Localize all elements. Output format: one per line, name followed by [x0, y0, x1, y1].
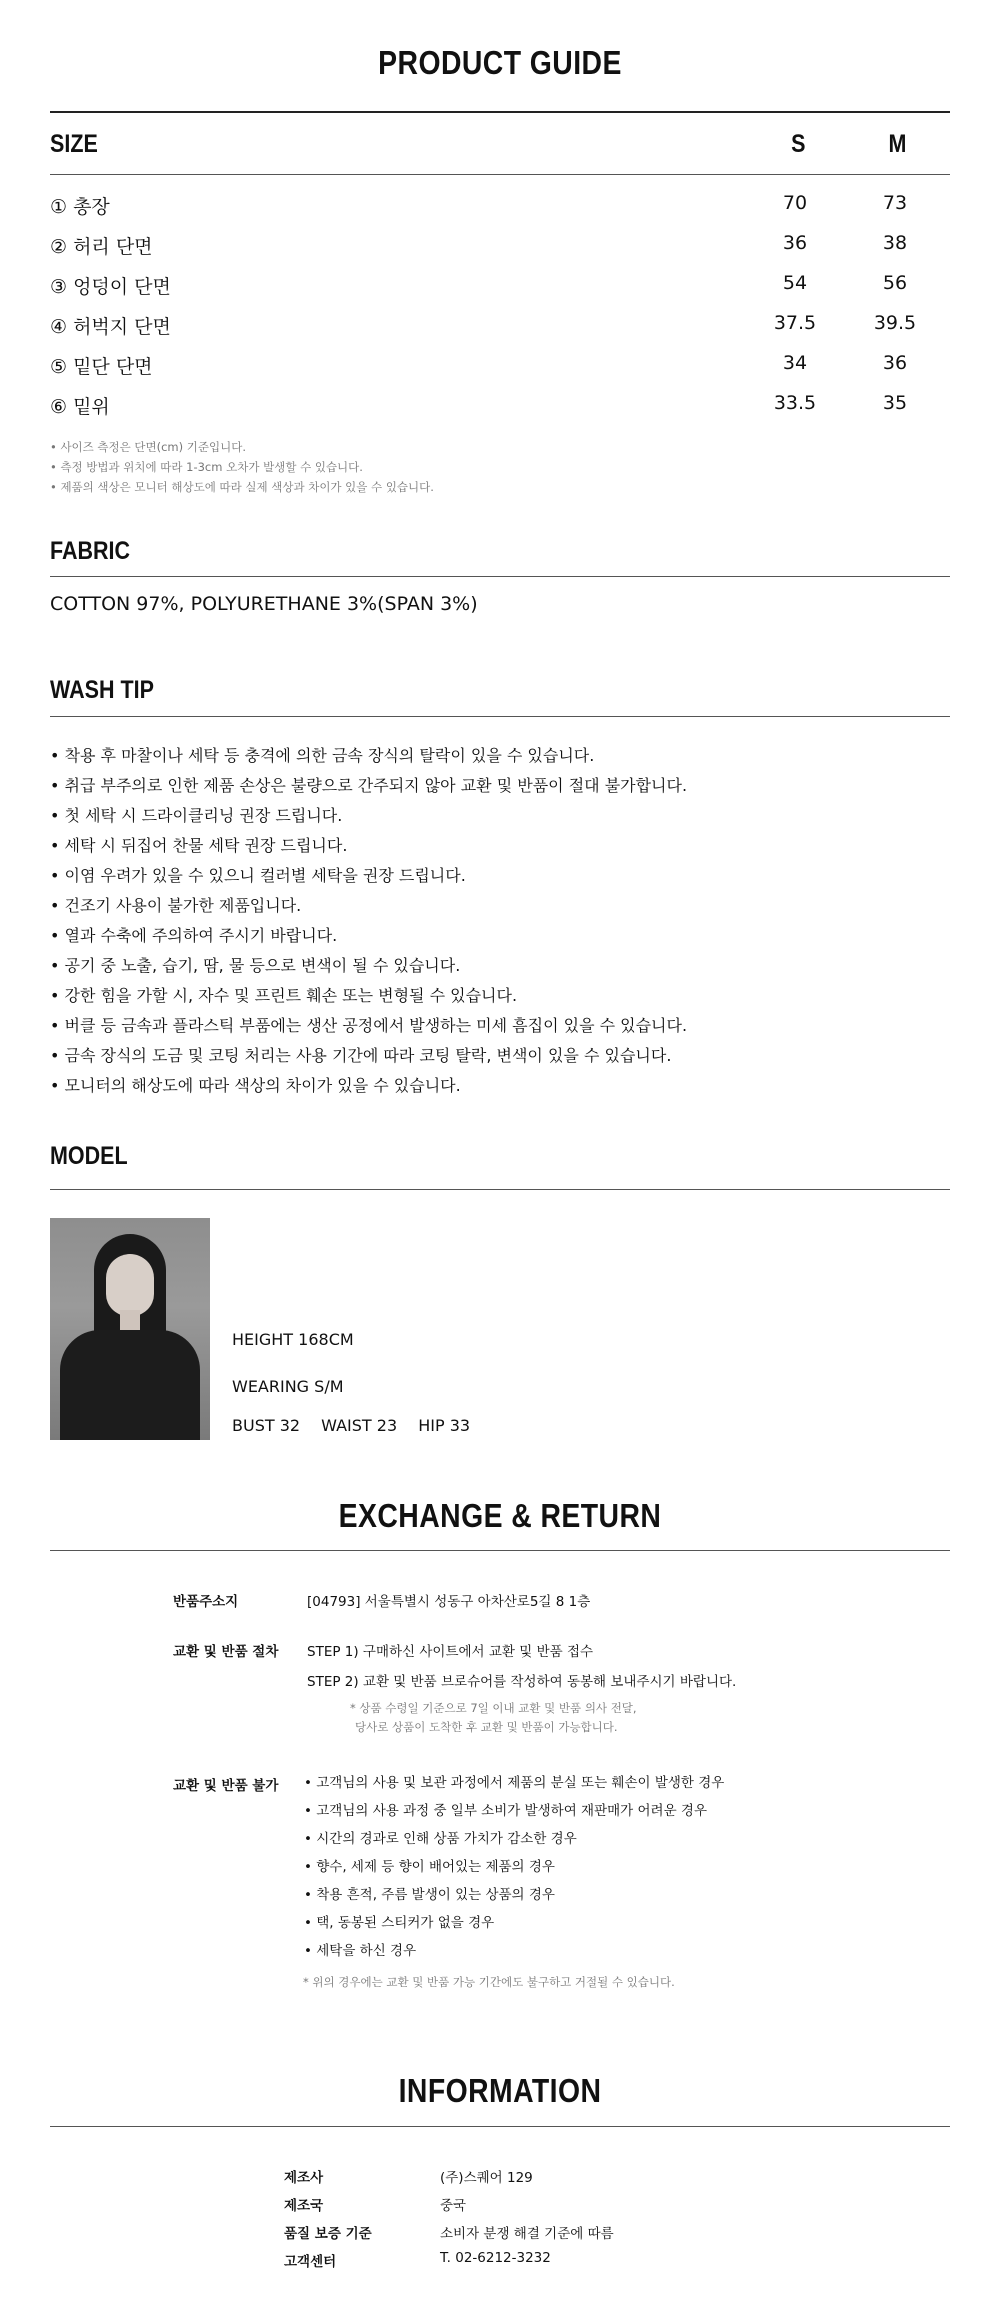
fabric-composition: COTTON 97%, POLYURETHANE 3%(SPAN 3%) — [50, 593, 478, 615]
divider — [50, 111, 950, 113]
info-value: (주)스퀘어 129 — [440, 2170, 533, 2186]
model-measurements — [232, 1416, 486, 1435]
info-value: 중국 — [440, 2198, 467, 2214]
size-row-label: ③ 엉덩이 단면 — [50, 276, 171, 298]
size-row-s: 36 — [782, 232, 808, 254]
size-row — [50, 192, 950, 232]
procedure-note: 당사로 상품이 도착한 후 교환 및 반품이 가능합니다. — [355, 1720, 618, 1734]
size-row — [50, 312, 950, 352]
size-header: SIZE — [50, 130, 98, 158]
size-row-label: ⑤ 밑단 단면 — [50, 356, 153, 378]
size-row — [50, 392, 950, 432]
size-note: • 사이즈 측정은 단면(cm) 기준입니다. — [50, 440, 246, 454]
size-note: • 제품의 색상은 모니터 해상도에 따라 실제 색상과 차이가 있을 수 있습니다. — [50, 480, 434, 494]
procedure-note: * 상품 수령일 기준으로 7일 이내 교환 및 반품 의사 전달, — [350, 1701, 637, 1715]
size-row-m: 36 — [882, 352, 908, 374]
info-value: T. 02-6212-3232 — [440, 2250, 551, 2266]
procedure-step-2: STEP 2) 교환 및 반품 브로슈어를 작성하여 동봉해 보내주시기 바랍니다. — [307, 1674, 737, 1690]
unavailable-list — [304, 1769, 724, 1965]
list-item: • 이염 우려가 있을 수 있으니 컬러별 세탁을 권장 드립니다. — [50, 866, 466, 885]
list-item: • 시간의 경과로 인해 상품 가치가 감소한 경우 — [304, 1831, 577, 1847]
divider — [50, 576, 950, 577]
list-item: • 착용 후 마찰이나 세탁 등 충격에 의한 금속 장식의 탈락이 있을 수 있습니다. — [50, 746, 595, 765]
info-label: 제조사 — [284, 2170, 324, 2186]
size-row — [50, 232, 950, 272]
list-item: • 첫 세탁 시 드라이클리닝 권장 드립니다. — [50, 806, 343, 825]
procedure-label: 교환 및 반품 절차 — [173, 1644, 279, 1660]
list-item: • 모니터의 해상도에 따라 색상의 차이가 있을 수 있습니다. — [50, 1076, 461, 1095]
list-item: • 세탁 시 뒤집어 찬물 세탁 권장 드립니다. — [50, 836, 348, 855]
size-row-s: 33.5 — [773, 392, 817, 414]
divider — [50, 1550, 950, 1551]
list-item: • 버클 등 금속과 플라스틱 부품에는 생산 공정에서 발생하는 미세 흠집이 있을 수 있습니다. — [50, 1016, 688, 1035]
list-item: • 세탁을 하신 경우 — [304, 1943, 417, 1959]
unavailable-label: 교환 및 반품 불가 — [173, 1778, 279, 1794]
size-row — [50, 272, 950, 312]
divider — [50, 2126, 950, 2127]
model-waist: WAIST 23 — [321, 1416, 398, 1435]
product-guide-title: PRODUCT GUIDE — [378, 44, 622, 81]
wash-tip-list — [50, 741, 687, 1101]
size-row-m: 39.5 — [873, 312, 917, 334]
list-item: • 취급 부주의로 인한 제품 손상은 불량으로 간주되지 않아 교환 및 반품이 절대 불가합니다. — [50, 776, 688, 795]
unavailable-note: * 위의 경우에는 교환 및 반품 가능 기간에도 불구하고 거절될 수 있습니다. — [303, 1975, 675, 1989]
model-hip: HIP 33 — [418, 1416, 471, 1435]
list-item: • 택, 동봉된 스티커가 없을 경우 — [304, 1915, 495, 1931]
size-row-label: ④ 허벅지 단면 — [50, 316, 171, 338]
size-row-m: 35 — [882, 392, 908, 414]
divider — [50, 716, 950, 717]
size-row-s: 37.5 — [773, 312, 817, 334]
list-item: • 착용 흔적, 주름 발생이 있는 상품의 경우 — [304, 1887, 555, 1903]
size-row-s: 70 — [782, 192, 808, 214]
list-item: • 금속 장식의 도금 및 코팅 처리는 사용 기간에 따라 코팅 탈락, 변색이 있을 수 있습니다. — [50, 1046, 672, 1065]
size-col-m: M — [888, 130, 907, 158]
return-address-value: [04793] 서울특별시 성동구 아차산로5길 8 1층 — [307, 1594, 591, 1610]
size-row-m: 56 — [882, 272, 908, 294]
list-item: • 열과 수축에 주의하여 주시기 바랍니다. — [50, 926, 338, 945]
model-header: MODEL — [50, 1142, 128, 1170]
info-value: 소비자 분쟁 해결 기준에 따름 — [440, 2226, 614, 2242]
fabric-header: FABRIC — [50, 537, 131, 565]
list-item: • 향수, 세제 등 향이 배어있는 제품의 경우 — [304, 1859, 555, 1875]
procedure-step-1: STEP 1) 구매하신 사이트에서 교환 및 반품 접수 — [307, 1644, 594, 1660]
size-row-m: 38 — [882, 232, 908, 254]
wash-tip-header: WASH TIP — [50, 676, 154, 704]
list-item: • 고객님의 사용 과정 중 일부 소비가 발생하여 재판매가 어려운 경우 — [304, 1803, 707, 1819]
size-row-s: 34 — [782, 352, 808, 374]
size-row-label: ② 허리 단면 — [50, 236, 153, 258]
size-row-m: 73 — [882, 192, 908, 214]
model-bust: BUST 32 — [232, 1416, 301, 1435]
size-note: • 측정 방법과 위치에 따라 1-3cm 오차가 발생할 수 있습니다. — [50, 460, 363, 474]
info-label: 고객센터 — [284, 2254, 337, 2270]
model-height: HEIGHT 168CM — [232, 1330, 354, 1349]
model-photo — [50, 1218, 210, 1440]
info-label: 제조국 — [284, 2198, 324, 2214]
size-row-s: 54 — [782, 272, 808, 294]
size-row-label: ⑥ 밑위 — [50, 396, 110, 418]
size-row — [50, 352, 950, 392]
divider — [50, 1189, 950, 1190]
list-item: • 고객님의 사용 및 보관 과정에서 제품의 분실 또는 훼손이 발생한 경우 — [304, 1775, 725, 1791]
size-col-s: S — [791, 130, 806, 158]
info-label: 품질 보증 기준 — [284, 2226, 372, 2242]
model-wearing: WEARING S/M — [232, 1377, 344, 1396]
size-row-label: ① 총장 — [50, 196, 110, 218]
return-address-label: 반품주소지 — [173, 1594, 239, 1610]
list-item: • 강한 힘을 가할 시, 자수 및 프린트 훼손 또는 변형될 수 있습니다. — [50, 986, 518, 1005]
information-title: INFORMATION — [398, 2072, 602, 2109]
list-item: • 공기 중 노출, 습기, 땀, 물 등으로 변색이 될 수 있습니다. — [50, 956, 461, 975]
exchange-return-title: EXCHANGE & RETURN — [338, 1497, 662, 1534]
list-item: • 건조기 사용이 불가한 제품입니다. — [50, 896, 302, 915]
divider — [50, 174, 950, 175]
